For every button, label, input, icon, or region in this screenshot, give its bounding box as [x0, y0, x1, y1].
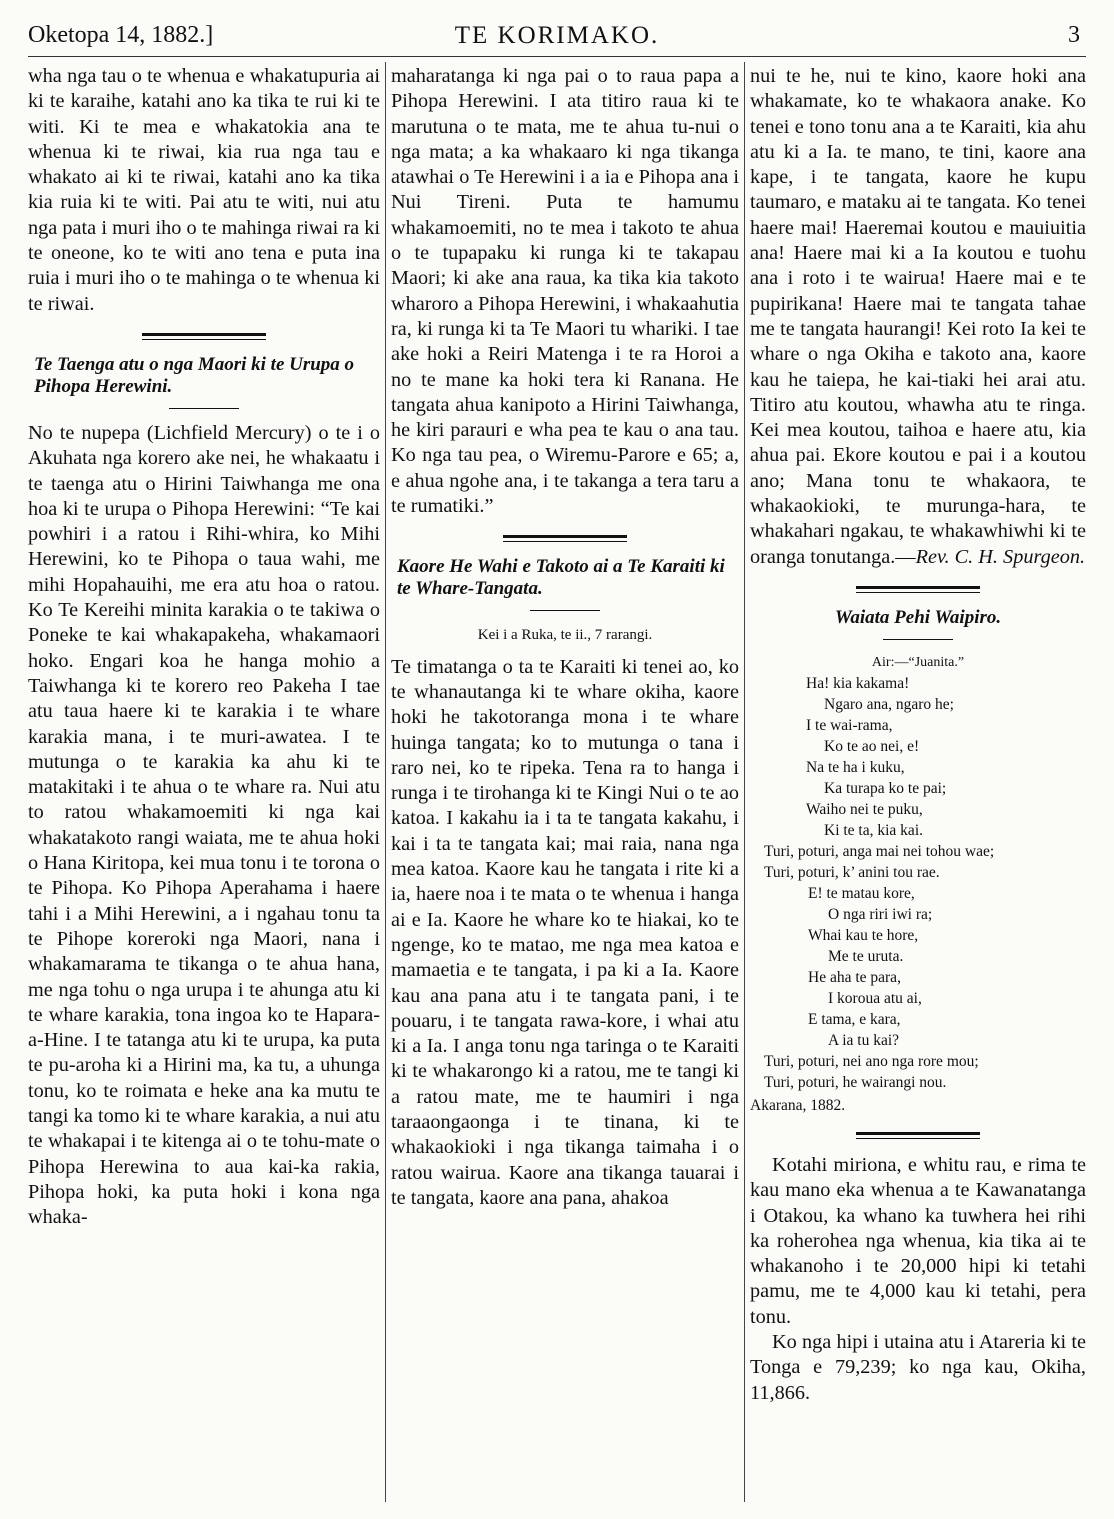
poem-line: A ia tu kai?: [828, 1031, 900, 1049]
column-2: [391, 64, 739, 1504]
short-rule: [530, 610, 600, 611]
article-paragraph: Te timatanga o ta te Karaiti ki tenei ao, ko te whanautanga ki te whare okiha, kaore hoki he takotoranga mona i te whare huinga tangata; ko to mutunga o tana i raro nei, ko te ripeka. Tena ra to hanga i runga i te tirohanga ki te Kingi Nui o te ao katoa. I kakahu ia i ta te tangata kakahu, i kai i ta te tangata kai; mai raia, nana nga mea katoa. Kaore kau he tangata i rite ki a ia, haere noa i te mata o te whenua i hanga ai e Ia. Kaore he whare ko te hiakai, ko te ngenge, ko te matao, me nga mea katoa e mamaetia e te tangata, i pa ki a Ia. Kaore kau ana pana atu i te tangata pani, i te pouaru, i te tangata rawa-kore, i whai atu ki a Ia. I anga tonu nga taringa o te Karaiti ki te whakarongo ki a ratou, me te tangi ki a ratou mate, me te haumiri i nga taraaongaonga i te tinana, ki te whakaokioki i nga tikanga taimaha i o ratou wairua. Kaore ana tikanga tauarai i te tangata, kaore ana pana, ahakoa: [391, 655, 739, 1209]
column-1: [28, 64, 380, 1504]
section-divider: [856, 1132, 980, 1139]
section-divider: [503, 535, 627, 542]
poem-line: Ha! kia kakama!: [806, 674, 910, 692]
article-paragraph: No te nupepa (Lichfield Mercury) o te i o Akuhata nga korero ake nei, he whakaatu i te taenga atu o Hirini Taiwhanga me ona hoa ki te urupa o Pihopa Herewini: “Te kai powhiri i a ratou i Rihi-whira, ko Mihi Herewini, ko te Pihopa o taua wahi, me mihi Hopahauihi, me era atu hoa o ratou. Ko Te Kereihi minita karakia o te takiwa o Poneke te kai whakapakeha, whakamaori hoko. Engari koa he hanga mohio a Taiwhanga ki te korero reo Pakeha I tae atu taua haere ki te karakia i te whare karakia mana, i te muri-awatea. I te mutunga o te karakia ka ahu ki te matakitaki i te ahua o te whare ra. Nui atu to ratou whakamoemiti ki nga kai whakatakoto rangi waiata, me te ahua hoki o Hana Kiritopa, kei mua tonu i te torona o te Pihopa. Ko Pihopa Aperahama i haere tahi i a Mihi Herewini, a i ngahau tonu ta te Pihope koreroki nga Maori, nana i whakamarama te tikanga o te ahua hana, me nga tohu o nga urupa i te ahunga atu ki te whare karakia, tona ingoa ko te Hapara-a-Hine. I te tatanga atu ki te urupa, ka puta te pu-aroha ki a Hirini ma, ka tu, a uhunga tonu, ko te roimata e heke ana ka mutu te tangi ka tomo ki te whare karakia, a nui atu te whakapai i te kitenga ai o te tohu-mate o Pihopa Herewina to aua kai-ka rakia, Pihopa hoki, ka puta hoki i kona nga whaka-: [28, 421, 380, 1229]
issue-date: Oketopa 14, 1882.]: [28, 22, 214, 48]
newspaper-title: TE KORIMAKO.: [454, 22, 660, 49]
column-divider: [744, 62, 745, 1502]
author-signature: Rev. C. H. Spurgeon.: [915, 545, 1086, 568]
short-rule: [169, 408, 239, 409]
article-paragraph: Kotahi miriona, e whitu rau, e rima te kau mano eka whenua a te Kawanatanga i Otakou, ka whano ka tuwhera hei rihi ka roherohea nga whenua, kia tika ai te whakanoho i te 20,000 hipi ki tetahi pamu, me te 4,000 kau ki tetahi, pera tonu.: [750, 1153, 1086, 1328]
article-heading: Kaore He Wahi e Takoto ai a Te Karaiti ki te Whare-Tangata.: [397, 556, 725, 600]
column-3: [750, 64, 1086, 1504]
poem-line: Na te ha i kuku,: [806, 758, 905, 776]
poem-place: Akarana, 1882.: [750, 1096, 846, 1114]
poem-title: Waiata Pehi Waipiro.: [834, 606, 1002, 628]
section-divider: [856, 586, 980, 593]
poem-line: Turi, poturi, k’ anini tou rae.: [764, 863, 940, 881]
article-paragraph: wha nga tau o te whenua e whakatupuria ai ki te karaihe, katahi ano ka tika te rui ki te witi. Ki te mea e whakatokia ana te whenua ki te riwai, kia rua nga tau e whakato ai ki te riwai, katahi ano ka tika kia ruia ki te witi. Pai atu te witi, nui atu nga pata i muri iho o te mahinga riwai ra ki te oneone, ko te witi ano tena e puta ina ruia i muri iho o te mahinga o te whenua ki te riwai.: [28, 65, 380, 315]
article-paragraph: Ko nga hipi i utaina atu i Atareria ki te Tonga e 79,239; ko nga kau, Okiha, 11,866.: [750, 1331, 1086, 1404]
page-number: 3: [1068, 22, 1080, 48]
short-rule: [883, 639, 953, 640]
poem-line: Turi, poturi, nei ano nga rore mou;: [764, 1052, 979, 1070]
article-paragraph: [750, 64, 1086, 570]
poem-line: O nga riri iwi ra;: [828, 905, 933, 923]
poem-line: I koroua atu ai,: [828, 989, 922, 1007]
poem: [750, 652, 1086, 1116]
poem-line: Ki te ta, kia kai.: [824, 821, 923, 839]
poem-line: He aha te para,: [808, 968, 901, 986]
article-paragraph: maharatanga ki nga pai o to raua papa a Pihopa Herewini. I ata titiro raua ki te marutuna o te mata, me te ahua tu-nui o nga mata; a ka whakaaro ki nga tikanga atawhai o Te Herewini i a ia e Pihopa ana i Nui Tireni. Puta te hamumu whakamoemiti, no te mea i takoto te ahua o te tupapaku ki runga ki te takapau Maori; ki ake ana raua, ka tika kia takoto wharoro a Pihopa Herewini, i whakaahutia ra, ki runga ki ta Te Maori tu whariki. I tae ake hoki a Reiri Matenga i te ra Horoi a no te mane ka hoki tera ki Ranana. He tangata ahua kanipoto a Hirini Taiwhanga, he kiri parauri e wha pea te kau o ana tau. Ko nga tau pea, o Wiremu-Parore e 65; a, e ahua ngohe ana, i te takanga a tera taru a te rumatiki.”: [391, 65, 739, 518]
poem-line: Turi, poturi, he wairangi nou.: [764, 1073, 947, 1091]
poem-line: Whai kau te hore,: [808, 926, 919, 944]
poem-line: I te wai-rama,: [806, 716, 893, 734]
poem-lines: [750, 673, 1086, 1093]
column-divider: [385, 62, 386, 1502]
article-heading: Te Taenga atu o nga Maori ki te Urupa o Pihopa Herewini.: [34, 353, 355, 397]
poem-line: E! te matau kore,: [808, 884, 915, 902]
poem-line: Turi, poturi, anga mai nei tohou wae;: [764, 842, 995, 860]
poem-line: Ka turapa ko te pai;: [824, 779, 947, 797]
poem-line: Waiho nei te puku,: [806, 800, 923, 818]
poem-line: Me te uruta.: [828, 947, 904, 965]
section-divider: [142, 333, 266, 340]
article-text: nui te he, nui te kino, kaore hoki ana whakamate, ko te whakaora anake. Ko tenei e tono tonu ana a te Karaiti, kia ahu atu ki a Ia. te mano, te tini, kaore ana kape, i te tangata, kaore he kupu taumaro, e mataku ai te tangata. Ko tenei haere mai! Haeremai koutou e mauiuitia ana! Haere mai ki a Ia koutou e tuohu ana i roto i te wairua! Haere mai e te pupirikana! Haere mai te tangata tahae me te tangata haurangi! Kei roto Ia kei te whare o nga Okiha e takoto ana, kaore kau he taiepa, he kai-tiaki hei arai atu. Titiro atu koutou, whawha atu te ringa. Kei mea koutou, taihoa e haere atu, kia ahua pai. Ekore koutou e pai i a koutou ano; Mana tonu te whakaora, te whakaokioki, te murunga-hara, te whakahari ngakau, te whakawhiwhi ki te oranga tonutanga.—: [750, 65, 1086, 568]
poem-line: Ngaro ana, ngaro he;: [824, 695, 954, 713]
scripture-reference: Kei i a Ruka, te ii., 7 rarangi.: [477, 627, 653, 644]
poem-line: E tama, e kara,: [808, 1010, 901, 1028]
page-header: [28, 22, 1086, 57]
poem-air: Air:—“Juanita.”: [871, 654, 965, 670]
poem-line: Ko te ao nei, e!: [824, 737, 920, 755]
